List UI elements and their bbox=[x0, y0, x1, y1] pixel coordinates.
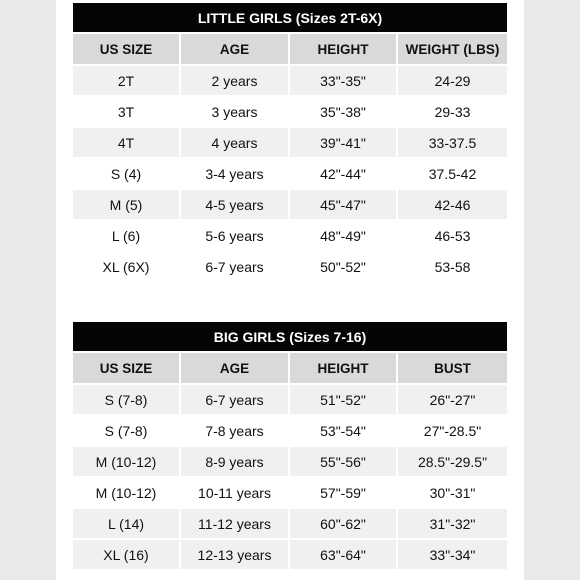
cell-bust: 27"-28.5" bbox=[398, 416, 507, 445]
cell-size: 2T bbox=[73, 66, 181, 95]
cell-weight: 46-53 bbox=[398, 221, 507, 250]
cell-bust: 31"-32" bbox=[398, 509, 507, 538]
cell-bust: 33"-34" bbox=[398, 540, 507, 569]
table-row bbox=[73, 540, 507, 569]
cell-age: 3-4 years bbox=[181, 159, 290, 188]
cell-size: L (14) bbox=[73, 509, 181, 538]
table-row bbox=[73, 447, 507, 476]
cell-bust: 26"-27" bbox=[398, 385, 507, 414]
cell-height: 53"-54" bbox=[290, 416, 398, 445]
cell-height: 45"-47" bbox=[290, 190, 398, 219]
cell-bust: 30"-31" bbox=[398, 478, 507, 507]
cell-weight: 37.5-42 bbox=[398, 159, 507, 188]
cell-height: 50"-52" bbox=[290, 252, 398, 281]
cell-height: 63"-64" bbox=[290, 540, 398, 569]
cell-size: M (10-12) bbox=[73, 447, 181, 476]
cell-height: 35"-38" bbox=[290, 97, 398, 126]
header-height: HEIGHT bbox=[290, 353, 398, 383]
cell-size: M (10-12) bbox=[73, 478, 181, 507]
table-row bbox=[73, 509, 507, 538]
header-age: AGE bbox=[181, 34, 290, 64]
cell-age: 4 years bbox=[181, 128, 290, 157]
cell-age: 3 years bbox=[181, 97, 290, 126]
cell-age: 12-13 years bbox=[181, 540, 290, 569]
cell-height: 55"-56" bbox=[290, 447, 398, 476]
header-age: AGE bbox=[181, 353, 290, 383]
little-girls-size-table bbox=[73, 3, 507, 281]
cell-weight: 53-58 bbox=[398, 252, 507, 281]
cell-weight: 33-37.5 bbox=[398, 128, 507, 157]
table-row bbox=[73, 385, 507, 414]
cell-age: 4-5 years bbox=[181, 190, 290, 219]
cell-size: XL (16) bbox=[73, 540, 181, 569]
cell-weight: 24-29 bbox=[398, 66, 507, 95]
cell-age: 6-7 years bbox=[181, 252, 290, 281]
cell-height: 51"-52" bbox=[290, 385, 398, 414]
header-bust: BUST bbox=[398, 353, 507, 383]
cell-height: 39"-41" bbox=[290, 128, 398, 157]
table-row bbox=[73, 416, 507, 445]
cell-height: 57"-59" bbox=[290, 478, 398, 507]
cell-weight: 42-46 bbox=[398, 190, 507, 219]
table-row bbox=[73, 478, 507, 507]
cell-age: 11-12 years bbox=[181, 509, 290, 538]
cell-size: 4T bbox=[73, 128, 181, 157]
cell-height: 60"-62" bbox=[290, 509, 398, 538]
cell-height: 48"-49" bbox=[290, 221, 398, 250]
header-us-size: US SIZE bbox=[73, 353, 181, 383]
cell-age: 6-7 years bbox=[181, 385, 290, 414]
cell-weight: 29-33 bbox=[398, 97, 507, 126]
table-row bbox=[73, 66, 507, 95]
table-row bbox=[73, 252, 507, 281]
cell-age: 7-8 years bbox=[181, 416, 290, 445]
header-us-size: US SIZE bbox=[73, 34, 181, 64]
header-height: HEIGHT bbox=[290, 34, 398, 64]
cell-size: 3T bbox=[73, 97, 181, 126]
cell-size: S (7-8) bbox=[73, 416, 181, 445]
header-weight: WEIGHT (LBS) bbox=[398, 34, 507, 64]
table-row bbox=[73, 97, 507, 126]
table-row bbox=[73, 190, 507, 219]
cell-bust: 28.5"-29.5" bbox=[398, 447, 507, 476]
cell-age: 5-6 years bbox=[181, 221, 290, 250]
big-girls-title: BIG GIRLS (Sizes 7-16) bbox=[73, 322, 507, 351]
cell-height: 42"-44" bbox=[290, 159, 398, 188]
cell-age: 8-9 years bbox=[181, 447, 290, 476]
big-girls-size-table bbox=[73, 322, 507, 569]
cell-height: 33"-35" bbox=[290, 66, 398, 95]
little-girls-title: LITTLE GIRLS (Sizes 2T-6X) bbox=[73, 3, 507, 32]
cell-size: L (6) bbox=[73, 221, 181, 250]
big-girls-header-row bbox=[73, 353, 507, 383]
cell-size: S (7-8) bbox=[73, 385, 181, 414]
cell-age: 10-11 years bbox=[181, 478, 290, 507]
little-girls-header-row bbox=[73, 34, 507, 64]
table-row bbox=[73, 159, 507, 188]
cell-size: XL (6X) bbox=[73, 252, 181, 281]
table-row bbox=[73, 128, 507, 157]
cell-size: M (5) bbox=[73, 190, 181, 219]
cell-age: 2 years bbox=[181, 66, 290, 95]
table-row bbox=[73, 221, 507, 250]
cell-size: S (4) bbox=[73, 159, 181, 188]
